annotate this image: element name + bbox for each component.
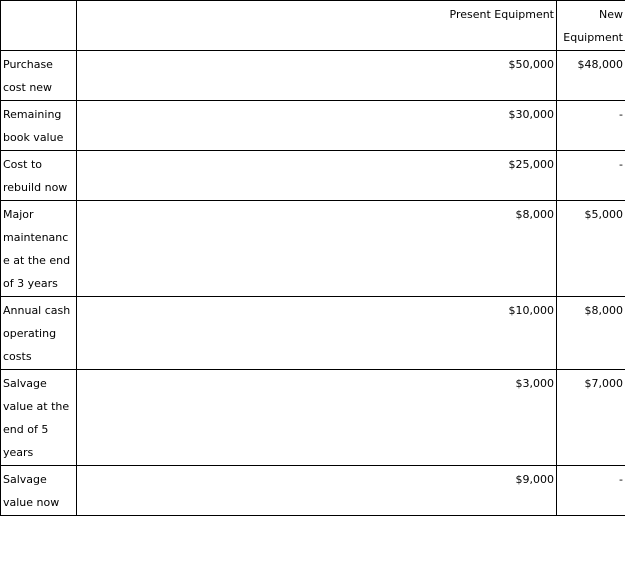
header-row xyxy=(1,1,625,51)
row-label: Purchase cost new xyxy=(1,51,77,101)
present-value: $9,000 xyxy=(77,466,557,516)
new-value: - xyxy=(557,101,625,151)
header-blank-cell xyxy=(1,1,77,51)
new-value: - xyxy=(557,151,625,201)
present-value: $50,000 xyxy=(77,51,557,101)
table-row xyxy=(1,51,625,101)
table-row xyxy=(1,297,625,370)
present-value: $3,000 xyxy=(77,370,557,466)
new-value: $7,000 xyxy=(557,370,625,466)
table-row xyxy=(1,466,625,516)
new-value: - xyxy=(557,466,625,516)
row-label: Annual cash operating costs xyxy=(1,297,77,370)
row-label: Salvage value at the end of 5 years xyxy=(1,370,77,466)
table-row xyxy=(1,201,625,297)
row-label: Cost to rebuild now xyxy=(1,151,77,201)
present-value: $30,000 xyxy=(77,101,557,151)
new-value: $5,000 xyxy=(557,201,625,297)
row-label: Remaining book value xyxy=(1,101,77,151)
header-new-equipment: New Equipment xyxy=(557,1,625,51)
new-value: $48,000 xyxy=(557,51,625,101)
table-row xyxy=(1,370,625,466)
table-row xyxy=(1,151,625,201)
header-present-equipment: Present Equipment xyxy=(77,1,557,51)
row-label: Major maintenance at the end of 3 years xyxy=(1,201,77,297)
new-value: $8,000 xyxy=(557,297,625,370)
table-row xyxy=(1,101,625,151)
present-value: $25,000 xyxy=(77,151,557,201)
present-value: $8,000 xyxy=(77,201,557,297)
row-label: Salvage value now xyxy=(1,466,77,516)
present-value: $10,000 xyxy=(77,297,557,370)
